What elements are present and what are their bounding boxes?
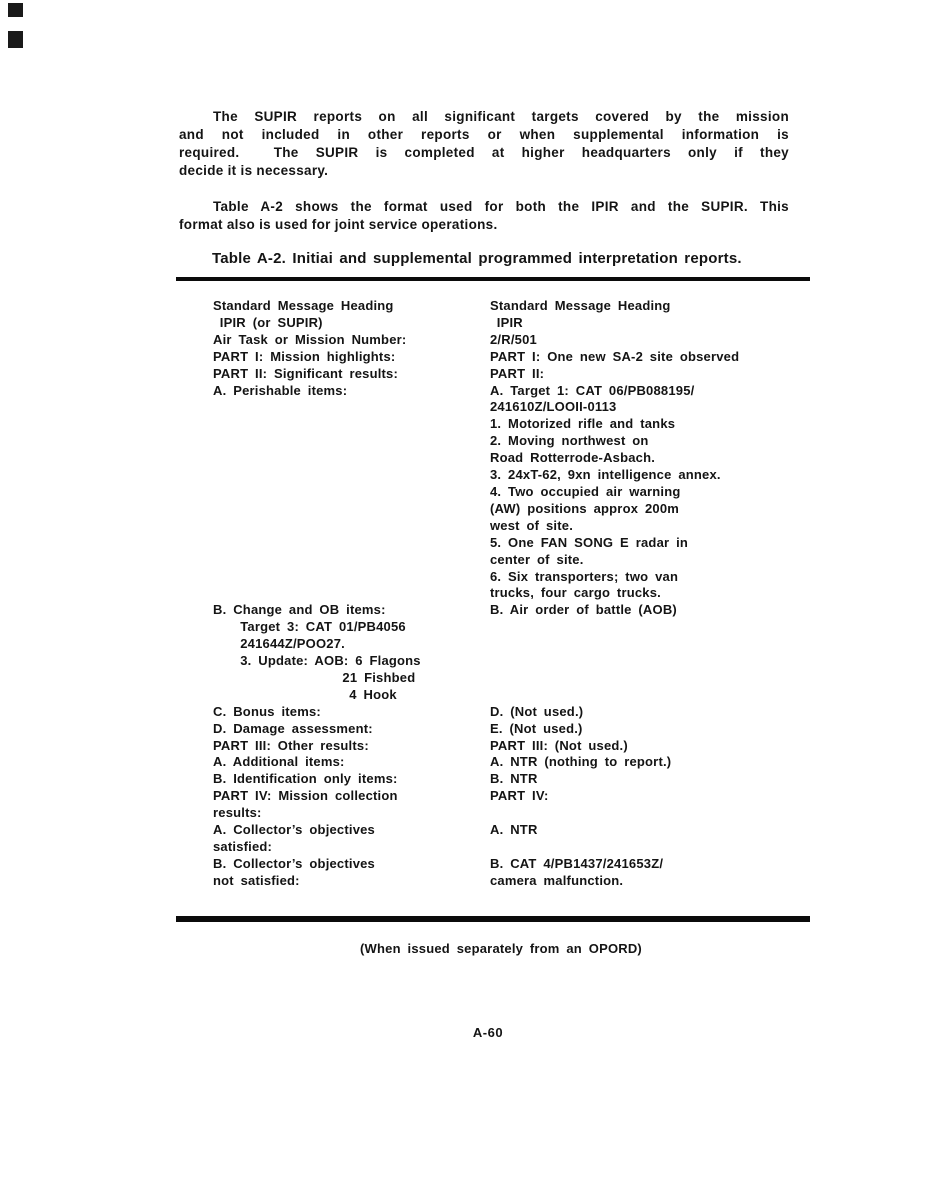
table-cell-right: [490, 636, 817, 653]
table-row: [213, 450, 817, 467]
table-cell-right: (AW) positions approx 200m: [490, 500, 680, 516]
table-cell-left: [213, 399, 490, 416]
page-number: A-60: [472, 1025, 504, 1040]
table-cell-right: 3. 24xT-62, 9xn intelligence annex.: [490, 467, 721, 483]
table-cell-left: IPIR (or SUPIR): [213, 314, 323, 330]
table-cell-left: [213, 450, 490, 467]
table-cell-left: [213, 569, 490, 586]
table-cell-right: PART III: (Not used.): [490, 737, 628, 753]
table-row: [213, 349, 817, 366]
paragraph-line: format also is used for joint service operations.: [179, 217, 498, 232]
table-cell-right: A. NTR (nothing to report.): [490, 754, 672, 770]
table-row: [213, 687, 817, 704]
table-cell-left: [213, 467, 490, 484]
table-cell-right: PART II:: [490, 365, 545, 381]
table-row: [213, 805, 817, 822]
table-cell-right: A. Target 1: CAT 06/PB088195/: [490, 382, 695, 398]
table-cell-right: E. (Not used.): [490, 720, 583, 736]
table-cell-left: [213, 501, 490, 518]
table-row: [213, 822, 817, 839]
table-cell-left: [213, 585, 490, 602]
table-row: [213, 433, 817, 450]
table-cell-left: not satisfied:: [213, 872, 300, 888]
table-cell-left: C. Bonus items:: [213, 703, 321, 719]
table-cell-left: PART I: Mission highlights:: [213, 348, 396, 364]
table-row: [213, 721, 817, 738]
table-cell-left: [213, 518, 490, 535]
table-row: [213, 585, 817, 602]
table-cell-right: B. Air order of battle (AOB): [490, 602, 677, 618]
table-cell-right: Standard Message Heading: [490, 298, 671, 313]
footer-note: (When issued separately from an OPORD): [360, 941, 642, 956]
table-rows: [213, 298, 817, 890]
table-row: [213, 383, 817, 400]
table-cell-right: camera malfunction.: [490, 872, 624, 888]
table-caption: Table A-2. Initiai and supplemental programmed interpretation reports.: [212, 250, 742, 267]
table-row: [213, 856, 817, 873]
table-row: [213, 399, 817, 416]
table-cell-right: 2/R/501: [490, 331, 537, 347]
table-row: [213, 467, 817, 484]
table-cell-left: Air Task or Mission Number:: [213, 331, 407, 347]
table-cell-left: [213, 484, 490, 501]
table-cell-left: A. Perishable items:: [213, 382, 348, 398]
table-cell-left: B. Collector’s objectives: [213, 855, 375, 871]
table-row: [213, 636, 817, 653]
table-cell-right: PART I: One new SA-2 site observed: [490, 348, 740, 364]
table-cell-left: 4 Hook: [213, 686, 397, 702]
paragraph-line: decide it is necessary.: [179, 163, 329, 178]
table-cell-left: 21 Fishbed: [213, 669, 416, 685]
table-row: [213, 484, 817, 501]
table-cell-left: PART IV: Mission collection: [213, 788, 398, 804]
table-row: [213, 704, 817, 721]
table-cell-right: PART IV:: [490, 788, 549, 804]
table-cell-left: PART II: Significant results:: [213, 365, 399, 381]
table-cell-right: 241610Z/LOOII-0113: [490, 399, 617, 415]
paragraph-supir: [179, 108, 789, 180]
table-cell-left: satisfied:: [213, 839, 273, 854]
table-cell-left: PART III: Other results:: [213, 737, 369, 753]
table-cell-right: 2. Moving northwest on: [490, 433, 649, 449]
table-row: [213, 501, 817, 518]
table-cell-right: D. (Not used.): [490, 703, 584, 719]
table-cell-right: [490, 839, 817, 856]
table-row: [213, 366, 817, 383]
table-cell-left: [213, 416, 490, 433]
table-row: [213, 619, 817, 636]
table-row: [213, 569, 817, 586]
table-cell-right: A. NTR: [490, 822, 538, 838]
table-cell-right: 4. Two occupied air warning: [490, 483, 681, 499]
table-bottom-rule: [176, 916, 810, 922]
table-cell-left: 241644Z/POO27.: [213, 636, 345, 652]
table-cell-right: [490, 619, 817, 636]
table-cell-left: 3. Update: AOB: 6 Flagons: [213, 653, 421, 669]
table-cell-right: [490, 805, 817, 822]
table-row: [213, 788, 817, 805]
table-row: [213, 754, 817, 771]
table-cell-left: [213, 535, 490, 552]
table-cell-left: results:: [213, 805, 262, 821]
table-cell-left: Target 3: CAT 01/PB4056: [213, 619, 406, 635]
table-cell-left: [213, 552, 490, 569]
table-row: [213, 416, 817, 433]
intro-section: [179, 108, 789, 252]
table-cell-right: 6. Six transporters; two van: [490, 568, 679, 584]
table-row: [213, 535, 817, 552]
table-cell-right: Road Rotterrode-Asbach.: [490, 450, 656, 466]
table-row: [213, 298, 817, 315]
table-cell-left: B. Change and OB items:: [213, 602, 386, 618]
paragraph-line: The SUPIR reports on all significant targets covered by the mission: [213, 109, 789, 124]
table-cell-right: west of site.: [490, 517, 574, 533]
scan-artifact-mark: [8, 3, 23, 17]
scan-artifact-mark: [8, 31, 23, 48]
table-row: [213, 873, 817, 890]
table-row: [213, 332, 817, 349]
table-cell-left: Standard Message Heading: [213, 298, 394, 313]
table-cell-left: B. Identification only items:: [213, 771, 398, 787]
table-row: [213, 839, 817, 856]
table-cell-right: B. NTR: [490, 771, 538, 787]
table-cell-right: 1. Motorized rifle and tanks: [490, 416, 676, 432]
table-cell-left: A. Additional items:: [213, 754, 345, 770]
paragraph-table-ref: [179, 198, 789, 234]
table-cell-right: [490, 687, 817, 704]
table-cell-right: [490, 670, 817, 687]
table-row: [213, 552, 817, 569]
table-cell-right: 5. One FAN SONG E radar in: [490, 534, 689, 550]
table-cell-left: D. Damage assessment:: [213, 720, 373, 736]
table-row: [213, 738, 817, 755]
table-row: [213, 315, 817, 332]
table-row: [213, 518, 817, 535]
table-cell-right: [490, 653, 817, 670]
table-cell-right: IPIR: [490, 314, 523, 330]
table-cell-right: B. CAT 4/PB1437/241653Z/: [490, 855, 664, 871]
table-row: [213, 602, 817, 619]
table-cell-left: [213, 433, 490, 450]
table-row: [213, 653, 817, 670]
table-row: [213, 670, 817, 687]
table-top-rule: [176, 277, 810, 281]
table-cell-right: center of site.: [490, 551, 584, 567]
table-row: [213, 771, 817, 788]
paragraph-line: required. The SUPIR is completed at higher headquarters only if they: [179, 145, 789, 160]
paragraph-line: and not included in other reports or when supplemental information is: [179, 127, 789, 142]
table-cell-left: A. Collector’s objectives: [213, 822, 375, 838]
table-cell-right: trucks, four cargo trucks.: [490, 585, 661, 601]
paragraph-line: Table A-2 shows the format used for both the IPIR and the SUPIR. This: [213, 199, 789, 214]
